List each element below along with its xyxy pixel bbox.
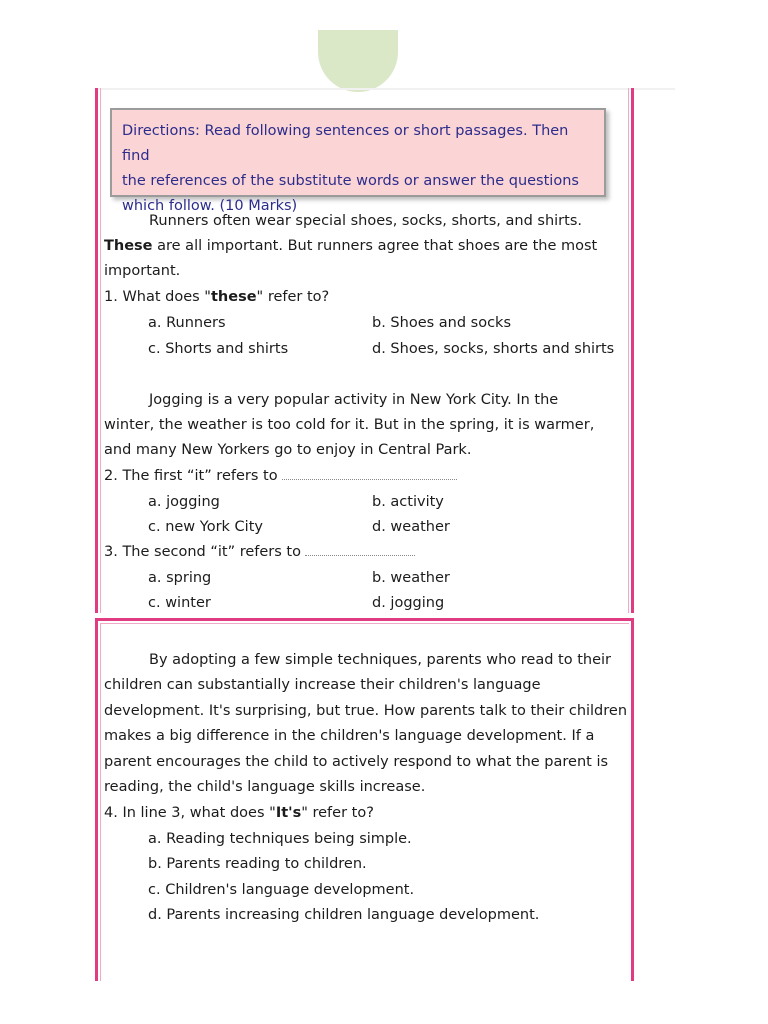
worksheet-page-2 xyxy=(95,618,634,981)
answer-blank xyxy=(305,541,415,556)
q1-option-b: b. Shoes and socks xyxy=(372,315,512,331)
q1-option-c: c. Shorts and shirts xyxy=(148,341,289,357)
passage-2-line-2: winter, the weather is too cold for it. But in the spring, it is warmer, xyxy=(104,417,595,433)
passage-3-line-3: development. It's surprising, but true. How parents talk to their children xyxy=(104,703,628,719)
q4-option-d: d. Parents increasing children language development. xyxy=(148,907,540,923)
passage-3-line-4: makes a big difference in the children's language development. If a xyxy=(104,728,595,744)
question-1: 1. What does "these" refer to? xyxy=(104,289,330,305)
worksheet-page-1 xyxy=(95,88,634,613)
q1-option-d: d. Shoes, socks, shorts and shirts xyxy=(372,341,615,357)
decorative-shape xyxy=(318,30,398,92)
passage-3-line-5: parent encourages the child to actively respond to what the parent is xyxy=(104,754,609,770)
passage-3-line-2: children can substantially increase their children's language xyxy=(104,677,541,693)
question-3: 3. The second “it” refers to xyxy=(104,540,415,565)
q2-option-b: b. activity xyxy=(372,494,444,510)
q4-option-a: a. Reading techniques being simple. xyxy=(148,831,412,847)
passage-1-line-3: important. xyxy=(104,263,181,279)
q2-option-d: d. weather xyxy=(372,519,450,535)
passage-3-line-1: By adopting a few simple techniques, parents who read to their xyxy=(149,652,611,668)
passage-1-line-2: These are all important. But runners agree that shoes are the most xyxy=(104,238,598,254)
q1-option-a: a. Runners xyxy=(148,315,226,331)
passage-2-line-1: Jogging is a very popular activity in New York City. In the xyxy=(149,392,559,408)
q2-option-a: a. jogging xyxy=(148,494,220,510)
passage-3-line-6: reading, the child's language skills increase. xyxy=(104,779,426,795)
q4-option-b: b. Parents reading to children. xyxy=(148,856,367,872)
directions-box xyxy=(110,108,606,214)
question-4: 4. In line 3, what does "It's" refer to? xyxy=(104,805,374,821)
q3-option-c: c. winter xyxy=(148,595,211,611)
q3-option-a: a. spring xyxy=(148,570,212,586)
passage-2-line-3: and many New Yorkers go to enjoy in Central Park. xyxy=(104,442,472,458)
directions-text: Directions: Read following sentences or short passages. Then find the references of the substitute words or answer the questions which follow. (10 Marks) xyxy=(122,123,579,214)
q2-option-c: c. new York City xyxy=(148,519,263,535)
q3-option-d: d. jogging xyxy=(372,595,445,611)
q3-option-b: b. weather xyxy=(372,570,450,586)
answer-blank xyxy=(282,465,457,480)
q4-option-c: c. Children's language development. xyxy=(148,882,415,898)
question-2: 2. The first “it” refers to xyxy=(104,464,457,489)
passage-1-line-1: Runners often wear special shoes, socks, shorts, and shirts. xyxy=(149,213,582,229)
